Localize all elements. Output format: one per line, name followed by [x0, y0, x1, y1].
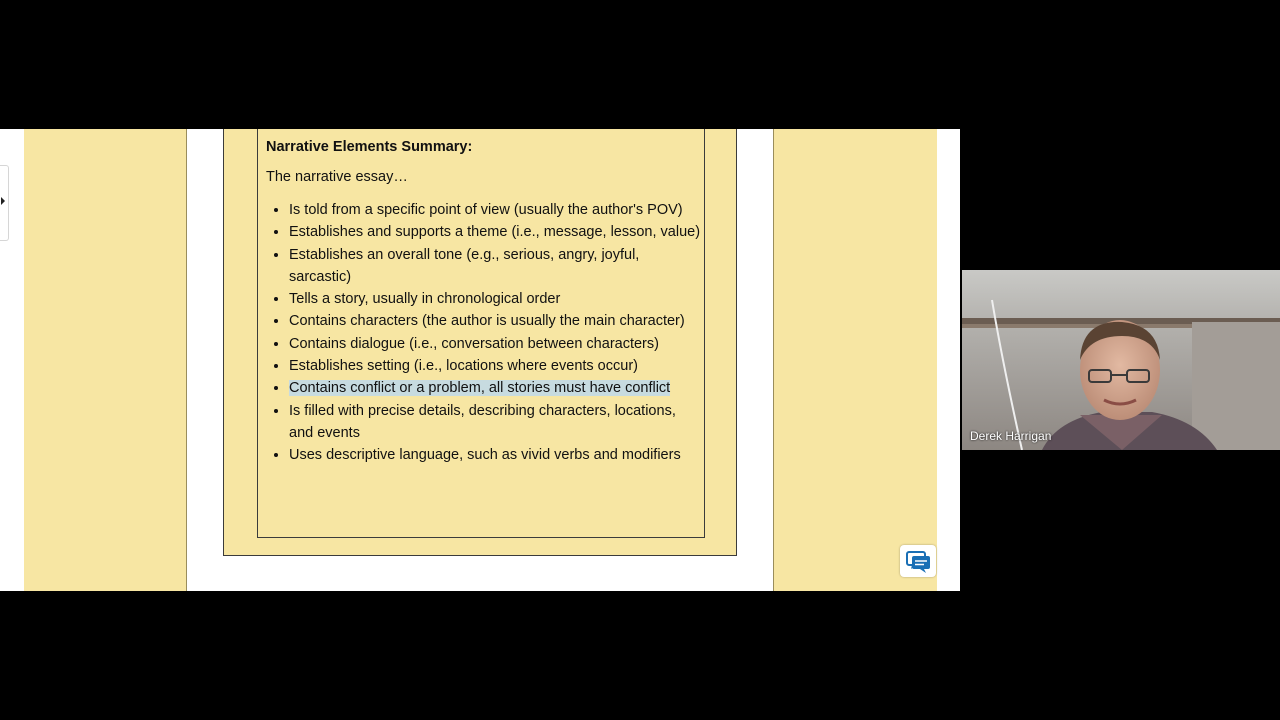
right-margin-panel [773, 129, 937, 591]
list-item: • Contains characters (the author is usually the main character) [289, 310, 702, 332]
list-item-highlighted [289, 377, 702, 399]
narrative-elements-list [266, 199, 702, 467]
participant-video-tile[interactable] [962, 270, 1280, 450]
list-item: • Contains dialogue (i.e., conversation between characters) [289, 333, 702, 355]
chat-bubbles-icon [900, 545, 936, 577]
sidebar-toggle-tab[interactable] [0, 165, 9, 241]
participant-name-label: Derek Harrigan [970, 429, 1052, 443]
list-item: • Establishes setting (i.e., locations where events occur) [289, 355, 702, 377]
list-item: • Establishes and supports a theme (i.e., message, lesson, value) [289, 221, 702, 243]
document-page [223, 129, 737, 556]
left-margin-panel [24, 129, 187, 591]
list-item: • Is told from a specific point of view (usually the author's POV) [289, 199, 702, 221]
participant-video-feed [962, 270, 1280, 450]
list-item: • Uses descriptive language, such as vivid verbs and modifiers [289, 444, 702, 466]
summary-intro: The narrative essay… [266, 169, 408, 185]
summary-title: Narrative Elements Summary: [266, 139, 473, 155]
summary-box [257, 129, 705, 538]
selected-text: Contains conflict or a problem, all stories must have conflict [289, 380, 671, 397]
chevron-right-icon [1, 197, 5, 205]
chat-button[interactable] [900, 545, 936, 577]
shared-document-view [0, 129, 960, 591]
list-item: • Tells a story, usually in chronological order [289, 288, 702, 310]
list-item: • Is filled with precise details, describing characters, locations, and events [289, 400, 702, 445]
list-item: • Establishes an overall tone (e.g., serious, angry, joyful, sarcastic) [289, 244, 702, 289]
